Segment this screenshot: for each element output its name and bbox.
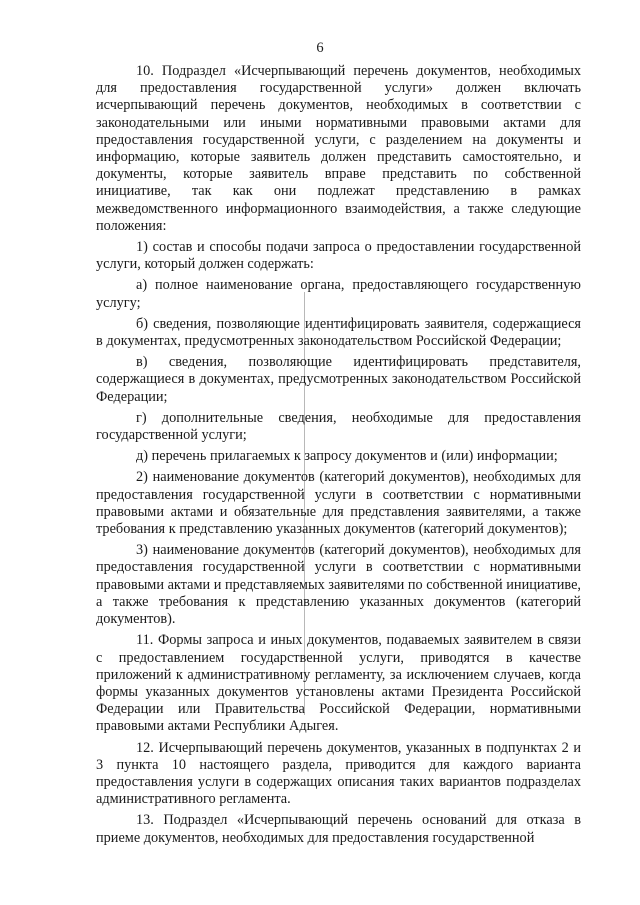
paragraph-10-item-1a: а) полное наименование органа, предоставляющего государственную услугу; [96, 277, 581, 311]
page-number: 6 [316, 40, 324, 56]
document-body [96, 63, 581, 851]
paragraph-13: 13. Подраздел «Исчерпывающий перечень оснований для отказа в приеме документов, необходимых для предоставления государственной [96, 812, 581, 846]
paragraph-10: 10. Подраздел «Исчерпывающий перечень документов, необходимых для предоставления государственной услуги» должен включать исчерпывающий перечень документов, необходимых в соответствии с законодательными или иными нормативными правовыми актами для предоставления государственной услуги, с разделением на документы и информацию, которые заявитель должен представить самостоятельно, и документы, которые заявитель вправе представить по собственной инициативе, так как они подлежат представлению в рамках межведомственного информационного взаимодействия, а также следующие положения: [96, 63, 581, 234]
paragraph-10-item-1b: б) сведения, позволяющие идентифицировать заявителя, содержащиеся в документах, предусмотренных законодательством Российской Федерации; [96, 315, 581, 350]
paragraph-10-item-1d: д) перечень прилагаемых к запросу документов и (или) информации; [136, 448, 558, 465]
paragraph-11: 11. Формы запроса и иных документов, подаваемых заявителем в связи с предоставлением государственной услуги, приводятся в качестве приложений к административному регламенту, за исключением случаев, когда формы указанных документов установлены актами Президента Российской Федерации или Правительства Российской Федерации, нормативными правовыми актами Республики Адыгея. [96, 632, 581, 735]
paragraph-12: 12. Исчерпывающий перечень документов, указанных в подпунктах 2 и 3 пункта 10 настоящего раздела, приводится для каждого варианта предоставления услуги в содержащих описания таких вариантов подразделах административного регламента. [96, 739, 581, 808]
paragraph-10-item-3: 3) наименование документов (категорий документов), необходимых для предоставления государственной услуги в соответствии с нормативными правовыми актами и представляемых заявителями по собственной инициативе, а также требования к представлению указанных документов (категорий документов). [96, 542, 581, 628]
paragraph-10-item-1v: в) сведения, позволяющие идентифицировать представителя, содержащиеся в документах, предусмотренных законодательством Российской Федерации; [96, 354, 581, 405]
paragraph-10-item-2: 2) наименование документов (категорий документов), необходимых для предоставления государственной услуги в соответствии с нормативными правовыми актами и обязательные для представления заявителями, а также требования к представлению указанных документов (категорий документов); [96, 469, 581, 538]
paragraph-10-item-1g: г) дополнительные сведения, необходимые для предоставления государственной услуги; [96, 409, 581, 444]
paragraph-10-item-1: 1) состав и способы подачи запроса о предоставлении государственной услуги, который должен содержать: [96, 239, 581, 273]
